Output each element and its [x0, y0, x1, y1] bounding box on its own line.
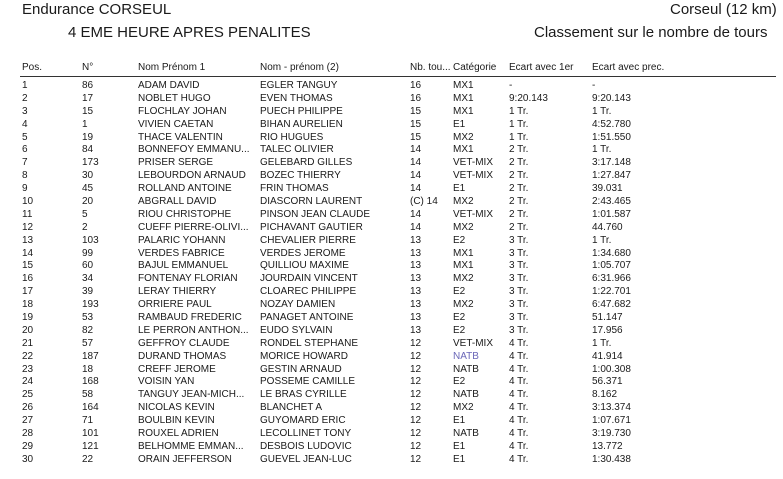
rider1-name-cell: LERAY THIERRY	[138, 286, 217, 298]
position-cell: 10	[22, 196, 34, 208]
gap-prev-cell: 1:22.701	[592, 286, 631, 298]
gap-first-cell: 4 Tr.	[509, 440, 529, 452]
category-cell: NATB	[453, 363, 479, 375]
position-cell: 11	[22, 208, 33, 220]
table-row	[0, 235, 783, 248]
bib-number-cell: 17	[82, 92, 94, 104]
ranking-mode-label: Classement sur le nombre de tours	[534, 24, 768, 41]
gap-prev-cell: 3:13.374	[592, 402, 631, 414]
category-cell: MX2	[453, 131, 474, 143]
category-cell: NATB	[453, 389, 479, 401]
rider1-name-cell: RAMBAUD FREDERIC	[138, 312, 242, 324]
rider1-name-cell: DURAND THOMAS	[138, 350, 227, 362]
column-header-name1: Nom Prénom 1	[138, 62, 206, 73]
bib-number-cell: 103	[82, 234, 99, 246]
table-row	[0, 106, 783, 119]
table-row	[0, 209, 783, 222]
position-cell: 28	[22, 428, 34, 440]
rider2-name-cell: MORICE HOWARD	[260, 350, 348, 362]
table-row	[0, 286, 783, 299]
category-cell: E1	[453, 453, 466, 465]
position-cell: 14	[22, 247, 34, 259]
category-cell: VET-MIX	[453, 208, 494, 220]
category-cell: MX2	[453, 402, 474, 414]
table-row	[0, 312, 783, 325]
column-header-number: N°	[82, 62, 94, 73]
rider2-name-cell: BLANCHET A	[260, 402, 323, 414]
category-cell: VET-MIX	[453, 337, 494, 349]
gap-first-cell: 3 Tr.	[509, 234, 529, 246]
gap-first-cell: 4 Tr.	[509, 350, 529, 362]
gap-prev-cell: 1:07.671	[592, 415, 631, 427]
laps-cell: 13	[410, 260, 422, 272]
rider2-name-cell: GESTIN ARNAUD	[260, 363, 342, 375]
rider1-name-cell: BOULBIN KEVIN	[138, 415, 215, 427]
position-cell: 2	[22, 92, 28, 104]
rider1-name-cell: PRISER SERGE	[138, 157, 214, 169]
rider2-name-cell: TALEC OLIVIER	[260, 144, 334, 156]
gap-first-cell: 4 Tr.	[509, 389, 529, 401]
category-cell: MX2	[453, 196, 474, 208]
category-cell: MX1	[453, 144, 474, 156]
laps-cell: 15	[410, 131, 422, 143]
rider2-name-cell: GUEVEL JEAN-LUC	[260, 453, 352, 465]
laps-cell: 13	[410, 234, 422, 246]
position-cell: 22	[22, 350, 34, 362]
column-header-name2: Nom - prénom (2)	[260, 62, 339, 73]
bib-number-cell: 22	[82, 453, 94, 465]
gap-first-cell: 4 Tr.	[509, 402, 529, 414]
column-header-gap-prev: Ecart avec prec.	[592, 62, 665, 73]
rider2-name-cell: BOZEC THIERRY	[260, 170, 341, 182]
table-row	[0, 119, 783, 132]
position-cell: 1	[22, 80, 28, 91]
gap-prev-cell: 1 Tr.	[592, 144, 612, 156]
rider1-name-cell: ABGRALL DAVID	[138, 196, 217, 208]
rider1-name-cell: NICOLAS KEVIN	[138, 402, 215, 414]
bib-number-cell: 193	[82, 299, 99, 311]
gap-prev-cell: 1:27.847	[592, 170, 631, 182]
category-cell: E2	[453, 312, 466, 324]
table-row	[0, 248, 783, 261]
laps-cell: 14	[410, 144, 422, 156]
laps-cell: 15	[410, 105, 422, 117]
table-row	[0, 364, 783, 377]
rider2-name-cell: CLOAREC PHILIPPE	[260, 286, 357, 298]
table-header	[0, 62, 783, 76]
table-row	[0, 260, 783, 273]
laps-cell: 12	[410, 376, 422, 388]
gap-prev-cell: 8.162	[592, 389, 618, 401]
gap-prev-cell: 1 Tr.	[592, 105, 612, 117]
category-cell: MX1	[453, 260, 474, 272]
laps-cell: 12	[410, 453, 422, 465]
rider2-name-cell: BIHAN AURELIEN	[260, 118, 343, 130]
rider1-name-cell: FONTENAY FLORIAN	[138, 273, 238, 285]
table-row	[0, 389, 783, 402]
laps-cell: 12	[410, 350, 422, 362]
gap-first-cell: 3 Tr.	[509, 273, 529, 285]
category-cell: E1	[453, 415, 466, 427]
gap-first-cell: 2 Tr.	[509, 208, 529, 220]
rider2-name-cell: PUECH PHILIPPE	[260, 105, 343, 117]
gap-first-cell: 3 Tr.	[509, 299, 529, 311]
laps-cell: 12	[410, 415, 422, 427]
table-row	[0, 338, 783, 351]
gap-prev-cell: 4:52.780	[592, 118, 631, 130]
category-cell: E1	[453, 440, 466, 452]
bib-number-cell: 60	[82, 260, 94, 272]
gap-prev-cell: 39.031	[592, 183, 623, 195]
rider1-name-cell: BELHOMME EMMAN...	[138, 440, 244, 452]
gap-first-cell: -	[509, 80, 513, 91]
laps-cell: 12	[410, 402, 422, 414]
category-cell: E1	[453, 118, 466, 130]
gap-prev-cell: 6:31.966	[592, 273, 631, 285]
column-header-category: Catégorie	[453, 62, 497, 73]
rider2-name-cell: QUILLIOU MAXIME	[260, 260, 349, 272]
rider1-name-cell: LEBOURDON ARNAUD	[138, 170, 246, 182]
gap-first-cell: 3 Tr.	[509, 260, 529, 272]
category-cell: MX1	[453, 92, 474, 104]
bib-number-cell: 58	[82, 389, 94, 401]
bib-number-cell: 101	[82, 428, 99, 440]
gap-prev-cell: 2:43.465	[592, 196, 631, 208]
position-cell: 12	[22, 221, 34, 233]
rider1-name-cell: VIVIEN CAETAN	[138, 118, 214, 130]
table-row	[0, 273, 783, 286]
bib-number-cell: 45	[82, 183, 94, 195]
bib-number-cell: 18	[82, 363, 94, 375]
gap-first-cell: 1 Tr.	[509, 118, 529, 130]
rider1-name-cell: ADAM DAVID	[138, 80, 200, 91]
laps-cell: 14	[410, 221, 422, 233]
gap-prev-cell: 17.956	[592, 324, 623, 336]
laps-cell: 13	[410, 312, 422, 324]
bib-number-cell: 30	[82, 170, 94, 182]
rider1-name-cell: FLOCHLAY JOHAN	[138, 105, 227, 117]
position-cell: 20	[22, 324, 34, 336]
position-cell: 18	[22, 299, 34, 311]
rider2-name-cell: CHEVALIER PIERRE	[260, 234, 356, 246]
category-cell: MX2	[453, 299, 474, 311]
bib-number-cell: 121	[82, 440, 99, 452]
laps-cell: 12	[410, 363, 422, 375]
bib-number-cell: 86	[82, 80, 94, 91]
rider2-name-cell: FRIN THOMAS	[260, 183, 329, 195]
bib-number-cell: 39	[82, 286, 94, 298]
category-cell: E2	[453, 324, 466, 336]
rider1-name-cell: GEFFROY CLAUDE	[138, 337, 230, 349]
position-cell: 13	[22, 234, 34, 246]
rider1-name-cell: BAJUL EMMANUEL	[138, 260, 229, 272]
rider1-name-cell: ORAIN JEFFERSON	[138, 453, 232, 465]
rider2-name-cell: GELEBARD GILLES	[260, 157, 353, 169]
table-row	[0, 428, 783, 441]
rider2-name-cell: RIO HUGUES	[260, 131, 324, 143]
table-row	[0, 157, 783, 170]
position-cell: 19	[22, 312, 34, 324]
column-header-pos: Pos.	[22, 62, 43, 73]
category-cell: VET-MIX	[453, 170, 494, 182]
rider2-name-cell: LE BRAS CYRILLE	[260, 389, 347, 401]
rider1-name-cell: THACE VALENTIN	[138, 131, 223, 143]
table-row	[0, 170, 783, 183]
bib-number-cell: 84	[82, 144, 94, 156]
table-row	[0, 80, 783, 93]
table-row	[0, 132, 783, 145]
gap-first-cell: 4 Tr.	[509, 453, 529, 465]
laps-cell: 12	[410, 389, 422, 401]
position-cell: 23	[22, 363, 34, 375]
position-cell: 5	[22, 131, 28, 143]
gap-first-cell: 3 Tr.	[509, 286, 529, 298]
gap-prev-cell: 3:19.730	[592, 428, 631, 440]
position-cell: 15	[22, 260, 34, 272]
laps-cell: 13	[410, 324, 422, 336]
table-row	[0, 454, 783, 467]
rider1-name-cell: VOISIN YAN	[138, 376, 195, 388]
laps-cell: 14	[410, 183, 422, 195]
rider2-name-cell: EGLER TANGUY	[260, 80, 338, 91]
laps-cell: 13	[410, 286, 422, 298]
bib-number-cell: 82	[82, 324, 94, 336]
bib-number-cell: 20	[82, 196, 94, 208]
position-cell: 29	[22, 440, 34, 452]
table-row	[0, 351, 783, 364]
gap-first-cell: 2 Tr.	[509, 196, 529, 208]
table-row	[0, 299, 783, 312]
bib-number-cell: 15	[82, 105, 94, 117]
laps-cell: 16	[410, 92, 422, 104]
bib-number-cell: 34	[82, 273, 94, 285]
bib-number-cell: 71	[82, 415, 94, 427]
table-row	[0, 376, 783, 389]
bib-number-cell: 99	[82, 247, 94, 259]
position-cell: 30	[22, 453, 34, 465]
gap-first-cell: 3 Tr.	[509, 312, 529, 324]
category-cell: NATB	[453, 350, 479, 362]
rider1-name-cell: BONNEFOY EMMANU...	[138, 144, 250, 156]
bib-number-cell: 168	[82, 376, 99, 388]
laps-cell: 14	[410, 170, 422, 182]
gap-prev-cell: 9:20.143	[592, 92, 631, 104]
gap-prev-cell: 44.760	[592, 221, 623, 233]
column-header-laps: Nb. tou...	[410, 62, 451, 73]
bib-number-cell: 1	[82, 118, 88, 130]
gap-first-cell: 2 Tr.	[509, 157, 529, 169]
rider2-name-cell: DIASCORN LAURENT	[260, 196, 363, 208]
category-cell: E2	[453, 376, 466, 388]
gap-first-cell: 3 Tr.	[509, 324, 529, 336]
laps-cell: 16	[410, 80, 422, 91]
rider2-name-cell: VERDES JEROME	[260, 247, 346, 259]
laps-cell: 14	[410, 208, 422, 220]
gap-first-cell: 4 Tr.	[509, 337, 529, 349]
gap-prev-cell: 1:05.707	[592, 260, 631, 272]
rider2-name-cell: EUDO SYLVAIN	[260, 324, 333, 336]
gap-prev-cell: 1:00.308	[592, 363, 631, 375]
gap-first-cell: 9:20.143	[509, 92, 548, 104]
rider1-name-cell: VERDES FABRICE	[138, 247, 225, 259]
table-row	[0, 183, 783, 196]
gap-first-cell: 2 Tr.	[509, 144, 529, 156]
rider2-name-cell: DESBOIS LUDOVIC	[260, 440, 352, 452]
category-cell: MX2	[453, 273, 474, 285]
bib-number-cell: 53	[82, 312, 94, 324]
gap-first-cell: 2 Tr.	[509, 170, 529, 182]
laps-cell: 12	[410, 428, 422, 440]
position-cell: 7	[22, 157, 28, 169]
position-cell: 26	[22, 402, 34, 414]
gap-first-cell: 4 Tr.	[509, 363, 529, 375]
position-cell: 6	[22, 144, 28, 156]
category-cell: NATB	[453, 428, 479, 440]
table-row	[0, 93, 783, 106]
bib-number-cell: 5	[82, 208, 88, 220]
gap-prev-cell: 56.371	[592, 376, 623, 388]
event-title: Endurance CORSEUL	[22, 1, 172, 18]
gap-prev-cell: 1:01.587	[592, 208, 631, 220]
gap-first-cell: 2 Tr.	[509, 183, 529, 195]
results-table	[0, 80, 783, 467]
laps-cell: 14	[410, 157, 422, 169]
bib-number-cell: 164	[82, 402, 99, 414]
table-row	[0, 144, 783, 157]
bib-number-cell: 19	[82, 131, 94, 143]
rider2-name-cell: PANAGET ANTOINE	[260, 312, 354, 324]
rider2-name-cell: PICHAVANT GAUTIER	[260, 221, 363, 233]
position-cell: 8	[22, 170, 28, 182]
rider2-name-cell: RONDEL STEPHANE	[260, 337, 358, 349]
category-cell: MX1	[453, 105, 474, 117]
gap-first-cell: 4 Tr.	[509, 376, 529, 388]
category-cell: MX1	[453, 80, 474, 91]
rider2-name-cell: PINSON JEAN CLAUDE	[260, 208, 371, 220]
gap-prev-cell: 41.914	[592, 350, 623, 362]
gap-prev-cell: 1 Tr.	[592, 234, 612, 246]
gap-prev-cell: 1:30.438	[592, 453, 631, 465]
category-cell: VET-MIX	[453, 157, 494, 169]
laps-cell: 13	[410, 299, 422, 311]
bib-number-cell: 187	[82, 350, 99, 362]
gap-first-cell: 3 Tr.	[509, 247, 529, 259]
position-cell: 3	[22, 105, 28, 117]
gap-prev-cell: 1:34.680	[592, 247, 631, 259]
category-cell: MX1	[453, 247, 474, 259]
position-cell: 4	[22, 118, 28, 130]
position-cell: 27	[22, 415, 34, 427]
bib-number-cell: 2	[82, 221, 88, 233]
position-cell: 9	[22, 183, 28, 195]
laps-cell: 13	[410, 273, 422, 285]
gap-first-cell: 4 Tr.	[509, 415, 529, 427]
laps-cell: 15	[410, 118, 422, 130]
rider2-name-cell: LECOLLINET TONY	[260, 428, 352, 440]
gap-prev-cell: 6:47.682	[592, 299, 631, 311]
laps-cell: (C) 14	[410, 196, 438, 208]
rider1-name-cell: ROLLAND ANTOINE	[138, 183, 232, 195]
gap-prev-cell: 3:17.148	[592, 157, 631, 169]
position-cell: 17	[22, 286, 34, 298]
rider1-name-cell: CUEFF PIERRE-OLIVI...	[138, 221, 249, 233]
rider1-name-cell: ORRIERE PAUL	[138, 299, 212, 311]
gap-first-cell: 4 Tr.	[509, 428, 529, 440]
gap-prev-cell: 51.147	[592, 312, 623, 324]
table-row	[0, 415, 783, 428]
rider2-name-cell: JOURDAIN VINCENT	[260, 273, 358, 285]
rider2-name-cell: GUYOMARD ERIC	[260, 415, 346, 427]
category-cell: MX2	[453, 221, 474, 233]
venue-label: Corseul (12 km)	[670, 1, 777, 18]
gap-first-cell: 2 Tr.	[509, 221, 529, 233]
gap-first-cell: 1 Tr.	[509, 131, 529, 143]
rider1-name-cell: ROUXEL ADRIEN	[138, 428, 219, 440]
bib-number-cell: 173	[82, 157, 99, 169]
table-row	[0, 325, 783, 338]
laps-cell: 13	[410, 247, 422, 259]
rider2-name-cell: NOZAY DAMIEN	[260, 299, 336, 311]
gap-prev-cell: 1 Tr.	[592, 337, 612, 349]
gap-prev-cell: -	[592, 80, 596, 91]
position-cell: 16	[22, 273, 34, 285]
laps-cell: 12	[410, 337, 422, 349]
gap-prev-cell: 13.772	[592, 440, 623, 452]
category-cell: E1	[453, 183, 466, 195]
rider1-name-cell: PALARIC YOHANN	[138, 234, 226, 246]
table-row	[0, 222, 783, 235]
table-row	[0, 402, 783, 415]
header-divider	[20, 76, 776, 77]
gap-first-cell: 1 Tr.	[509, 105, 529, 117]
gap-prev-cell: 1:51.550	[592, 131, 631, 143]
rider1-name-cell: TANGUY JEAN-MICH...	[138, 389, 245, 401]
bib-number-cell: 57	[82, 337, 94, 349]
laps-cell: 12	[410, 440, 422, 452]
table-row	[0, 441, 783, 454]
position-cell: 24	[22, 376, 34, 388]
column-header-gap-first: Ecart avec 1er	[509, 62, 574, 73]
position-cell: 21	[22, 337, 34, 349]
table-row	[0, 196, 783, 209]
position-cell: 25	[22, 389, 34, 401]
category-cell: E2	[453, 286, 466, 298]
rider1-name-cell: RIOU CHRISTOPHE	[138, 208, 232, 220]
rider1-name-cell: LE PERRON ANTHON...	[138, 324, 249, 336]
rider1-name-cell: NOBLET HUGO	[138, 92, 211, 104]
page-subtitle: 4 EME HEURE APRES PENALITES	[68, 24, 311, 41]
category-cell: E2	[453, 234, 466, 246]
rider2-name-cell: EVEN THOMAS	[260, 92, 333, 104]
rider2-name-cell: POSSEME CAMILLE	[260, 376, 356, 388]
rider1-name-cell: CREFF JEROME	[138, 363, 216, 375]
